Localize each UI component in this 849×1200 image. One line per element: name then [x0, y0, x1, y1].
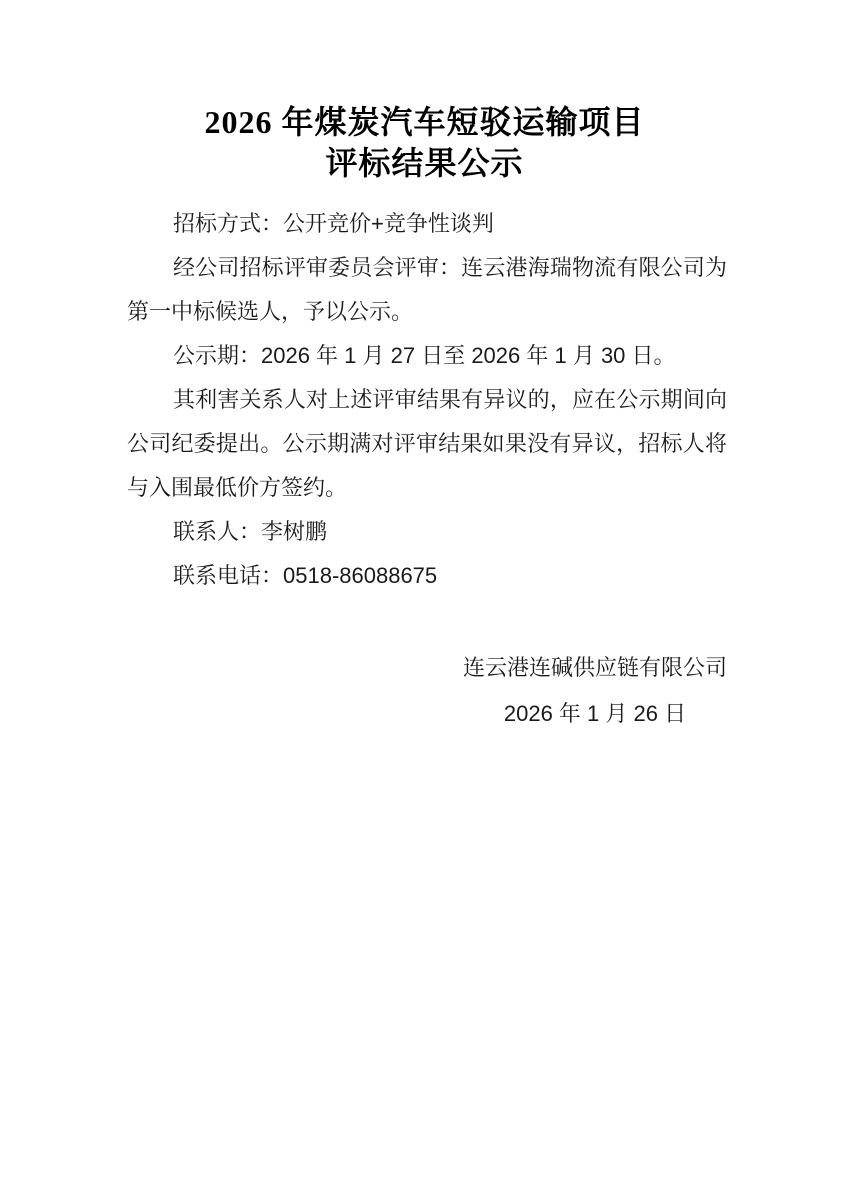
document-title-line2: 评标结果公示 [325, 145, 524, 181]
paragraph-objection-notice: 其利害关系人对上述评审结果有异议的，应在公示期间向公司纪委提出。公示期满对评审结果如果没有异议，招标人将与入围最低价方签约。 [127, 387, 727, 500]
signature-date: 2026 年 1 月 26 日 [503, 701, 687, 726]
paragraph-publicity-period: 公示期：2026 年 1 月 27 日至 2026 年 1 月 30 日。 [173, 343, 676, 368]
document-body [127, 202, 727, 737]
document-title [0, 0, 849, 184]
paragraph-contact-person: 联系人：李树鹏 [173, 519, 328, 544]
signature-block [463, 645, 727, 737]
paragraph-evaluation-result: 经公司招标评审委员会评审：连云港海瑞物流有限公司为第一中标候选人，予以公示。 [127, 255, 727, 324]
document-title-line1: 2026 年煤炭汽车短驳运输项目 [204, 104, 645, 140]
paragraph-contact-phone: 联系电话：0518-86088675 [173, 563, 438, 588]
paragraph-bidding-method: 招标方式：公开竞价+竞争性谈判 [173, 211, 494, 236]
signature-company: 连云港连碱供应链有限公司 [462, 655, 727, 680]
